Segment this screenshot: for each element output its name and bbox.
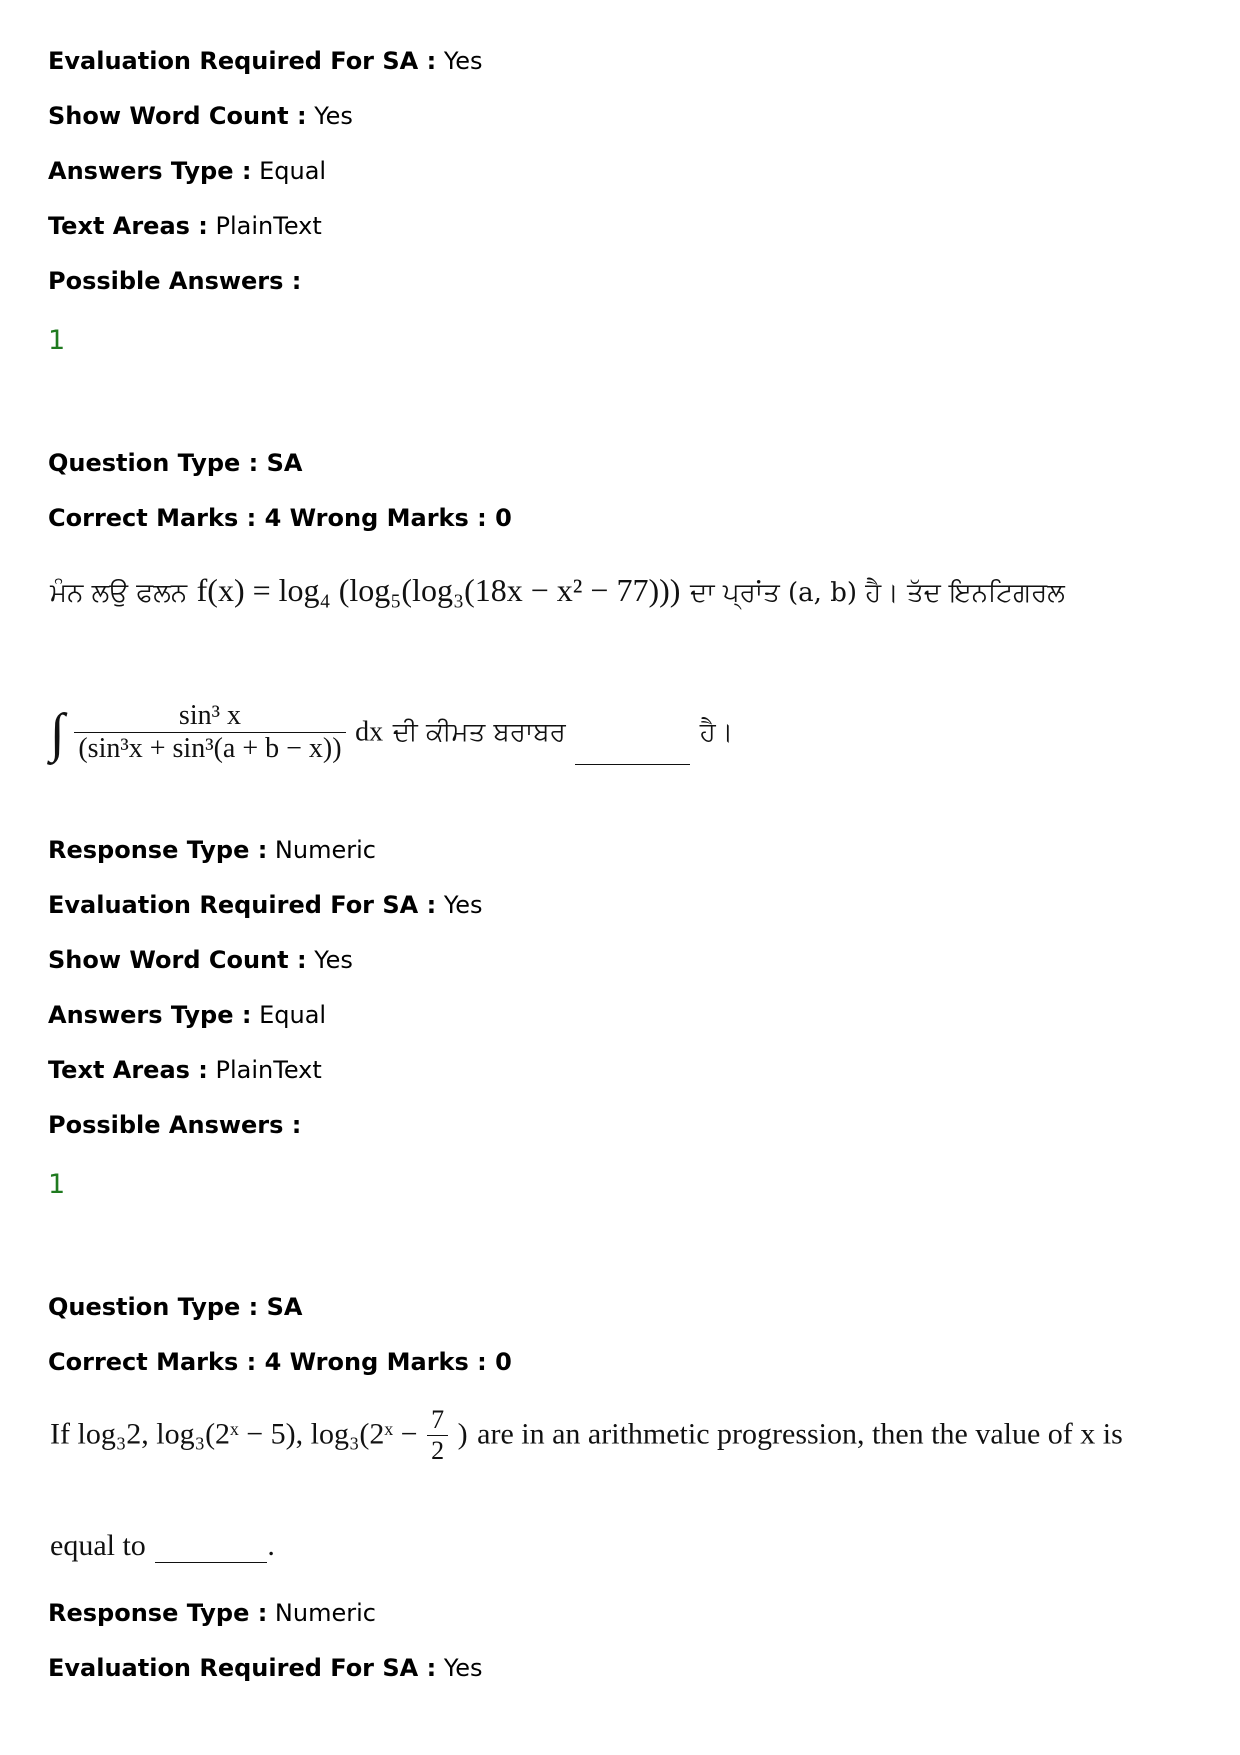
possible-answers-label: Possible Answers : bbox=[48, 1111, 302, 1139]
show-word-count-row: Show Word Count : Yes bbox=[48, 946, 353, 974]
marks-row: Correct Marks : 4 Wrong Marks : 0 bbox=[48, 1348, 512, 1376]
question-type: Question Type : SA bbox=[48, 1293, 303, 1321]
question-image-line-1: ਮੰਨ ਲਉ ਫਲਨ f(x) = log₄ (log₅(log₃(18x − x² − 77))) ਦਾ ਪ੍ਰਾਂਤ (a, b) ਹੈ। ਤੱਦ ਇਨਟਿਗਰਲ bbox=[50, 572, 1065, 608]
question-image-line-2: equal to . bbox=[50, 1529, 275, 1562]
possible-answer-value: 1 bbox=[48, 325, 66, 356]
question-image-integral: ∫ $\frac{\text{sin³ x}}{\text{(sin³x + sin³(a + b − x))}}$ dx ਦੀ ਕੀਮਤ ਬਰਾਬਰ ਹੈ। bbox=[50, 700, 734, 764]
answers-type-row: Answers Type : Equal bbox=[48, 1001, 327, 1029]
eval-required-row: Evaluation Required For SA : Yes bbox=[48, 1654, 483, 1682]
integral-sign: ∫ bbox=[50, 702, 65, 763]
eval-required-row: Evaluation Required For SA : Yes bbox=[48, 47, 483, 75]
text-areas-row: Text Areas : PlainText bbox=[48, 212, 322, 240]
integral-fraction: $\frac{\text{sin³ x}}{\text{(sin³x + sin³(a + b − x))}}$ bbox=[74, 700, 345, 765]
response-type-row: Response Type : Numeric bbox=[48, 836, 376, 864]
show-word-count-row: Show Word Count : Yes bbox=[48, 102, 353, 130]
question-image-line-1: If log₃2, log₃(2ˣ − 5), log₃(2ˣ − $\frac{7}{2}$ ) are in an arithmetic progression, then the value of x is bbox=[50, 1405, 1123, 1465]
answers-type-row: Answers Type : Equal bbox=[48, 157, 327, 185]
answer-blank bbox=[575, 738, 690, 765]
answer-blank bbox=[155, 1534, 267, 1563]
possible-answer-value: 1 bbox=[48, 1169, 66, 1200]
seven-halves-fraction: $\frac{7}{2}$ bbox=[427, 1405, 448, 1466]
text-areas-row: Text Areas : PlainText bbox=[48, 1056, 322, 1084]
possible-answers-label: Possible Answers : bbox=[48, 267, 302, 295]
eval-required-row: Evaluation Required For SA : Yes bbox=[48, 891, 483, 919]
question-type: Question Type : SA bbox=[48, 449, 303, 477]
response-type-row: Response Type : Numeric bbox=[48, 1599, 376, 1627]
marks-row: Correct Marks : 4 Wrong Marks : 0 bbox=[48, 504, 512, 532]
